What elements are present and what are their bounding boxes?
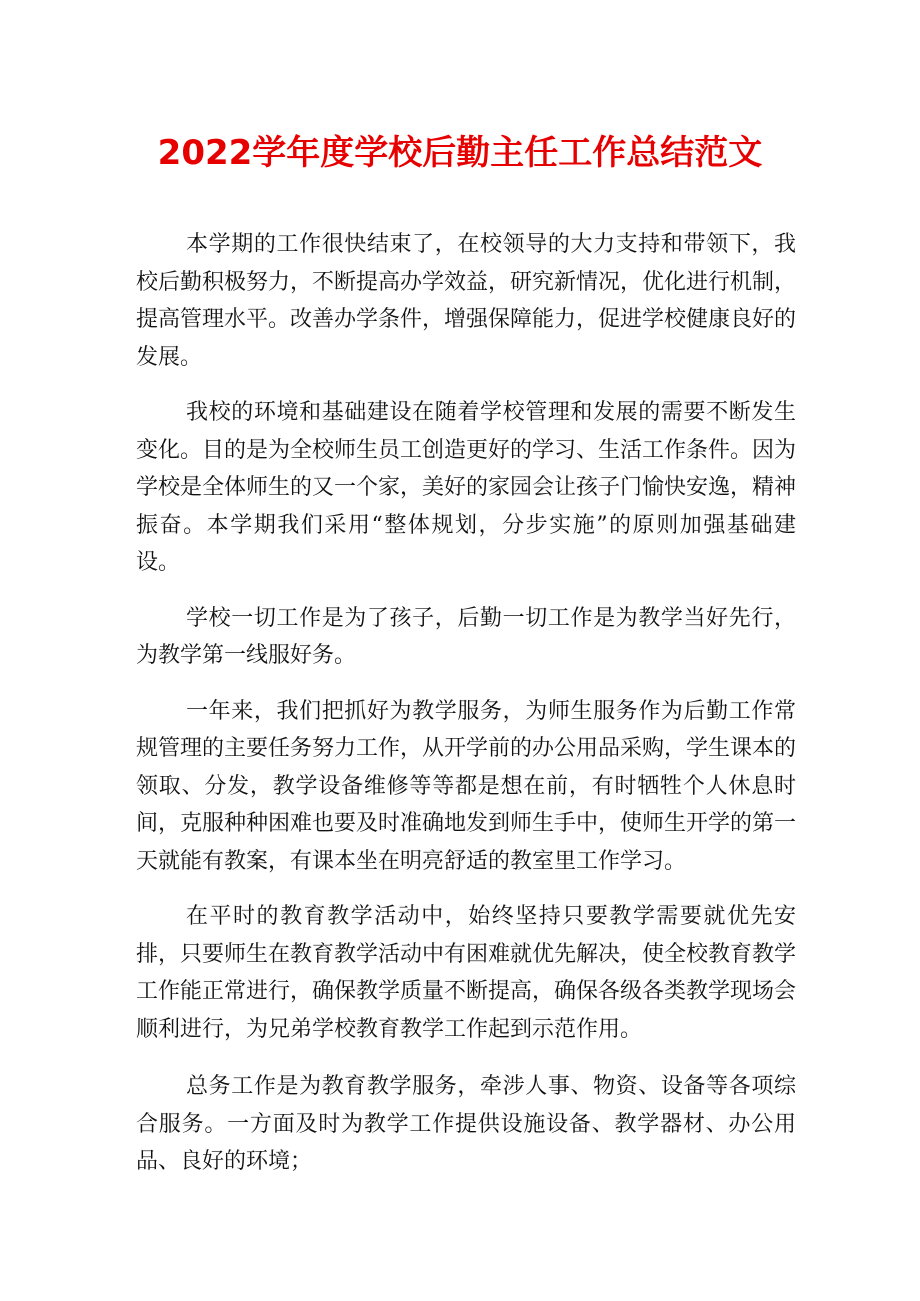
document-body (136, 226, 796, 1181)
paragraph-1: 本学期的工作很快结束了，在校领导的大力支持和带领下，我校后勤积极努力，不断提高办学效益，研究新情况，优化进行机制，提高管理水平。改善办学条件，增强保障能力，促进学校健康良好的发展。 (136, 232, 797, 370)
paragraph-6: 总务工作是为教育教学服务，牵涉人事、物资、设备等各项综合服务。一方面及时为教学工作提供设施设备、教学器材、办公用品、良好的环境； (136, 1074, 796, 1174)
paragraph-2: 我校的环境和基础建设在随着学校管理和发展的需要不断发生变化。目的是为全校师生员工创造更好的学习、生活工作条件。因为学校是全体师生的又一个家，美好的家园会让孩子门愉快安逸，精神振奋。本学期我们采用“整体规划，分步实施”的原则加强基础建设。 (136, 400, 797, 575)
paragraph-3: 学校一切工作是为了孩子，后勤一切工作是为教学当好先行，为教学第一线服好务。 (136, 605, 796, 668)
document-title: 2022学年度学校后勤主任工作总结范文 (157, 133, 763, 173)
paragraph-5: 在平时的教育教学活动中，始终坚持只要教学需要就优先安排，只要师生在教育教学活动中有困难就优先解决，使全校教育教学工作能正常进行，确保教学质量不断提高，确保各级各类教学现场会顺利进行，为兄弟学校教育教学工作起到示范作用。 (136, 904, 797, 1042)
paragraph-4: 一年来，我们把抓好为教学服务，为师生服务作为后勤工作常规管理的主要任务努力工作，从开学前的办公用品采购，学生课本的领取、分发，教学设备维修等等都是想在前，有时牺牲个人休息时间，克服种种困难也要及时准确地发到师生手中，使师生开学的第一天就能有教案，有课本坐在明亮舒适的教室里工作学习。 (136, 698, 797, 874)
